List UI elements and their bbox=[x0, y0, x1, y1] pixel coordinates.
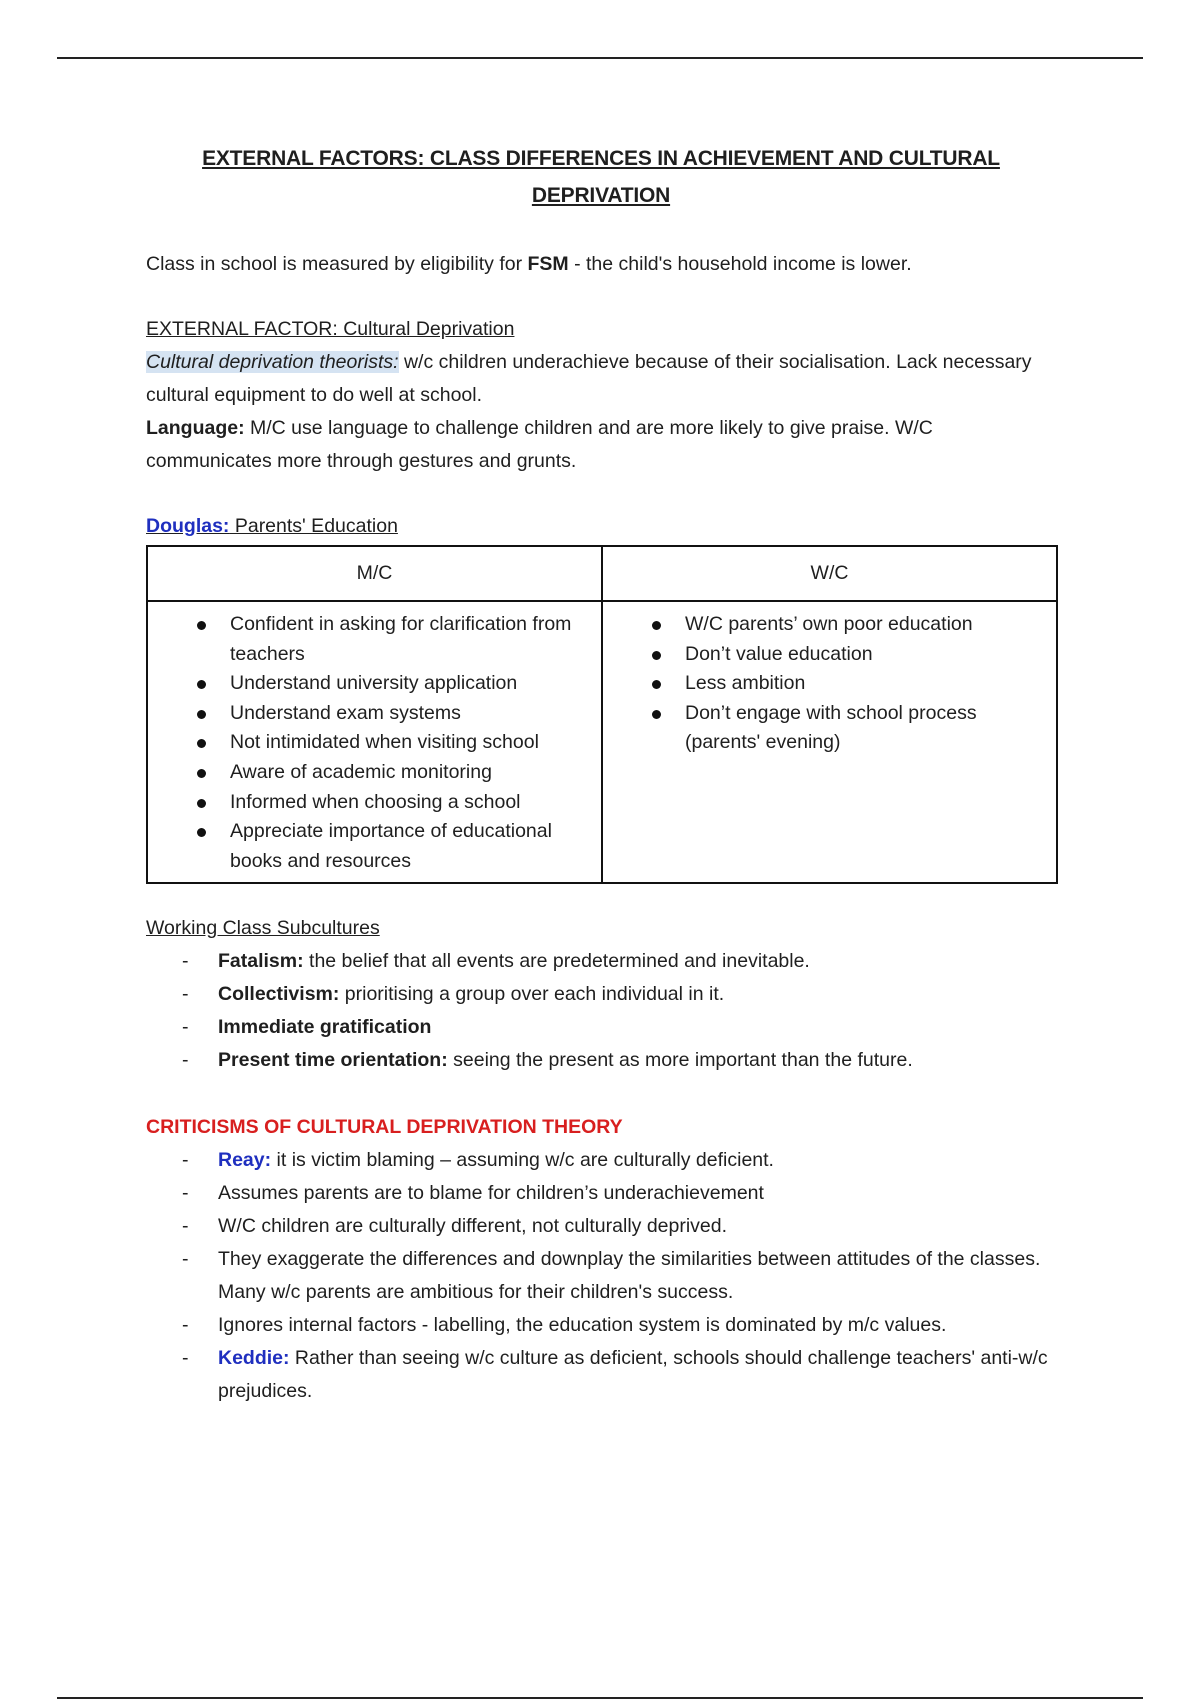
list-item: Aware of academic monitoring bbox=[148, 758, 593, 788]
list-item bbox=[146, 1011, 1056, 1044]
document-page bbox=[146, 140, 1056, 1408]
criticism-text: Ignores internal factors - labelling, the education system is dominated by m/c values. bbox=[218, 1314, 947, 1337]
column-header-wc: W/C bbox=[602, 546, 1057, 601]
list-item: Informed when choosing a school bbox=[148, 788, 593, 818]
list-item: Appreciate importance of educational books and resources bbox=[148, 817, 593, 876]
list-item: Understand university application bbox=[148, 669, 593, 699]
criticisms-heading: CRITICISMS OF CULTURAL DEPRIVATION THEORY bbox=[146, 1116, 623, 1139]
page-title: EXTERNAL FACTORS: CLASS DIFFERENCES IN ACHIEVEMENT AND CULTURAL DEPRIVATION bbox=[202, 147, 1000, 207]
theorists-text: w/c children underachieve because of their socialisation. Lack necessary cultural equipment to do well at school. bbox=[146, 351, 1032, 406]
parents-education-table bbox=[146, 545, 1058, 884]
criticism-text: Assumes parents are to blame for children’s underachievement bbox=[218, 1182, 764, 1205]
intro-text-before: Class in school is measured by eligibility for bbox=[146, 253, 528, 275]
list-item bbox=[146, 1177, 1056, 1210]
definition: the belief that all events are predetermined and inevitable. bbox=[303, 950, 810, 973]
wc-cell bbox=[602, 601, 1057, 883]
wc-list bbox=[603, 610, 1048, 758]
intro-fsm: FSM bbox=[527, 253, 569, 275]
cultural-deprivation-heading: EXTERNAL FACTOR: Cultural Deprivation bbox=[146, 318, 515, 340]
language-text: M/C use language to challenge children and are more likely to give praise. W/C communicates more through gestures and grunts. bbox=[146, 417, 933, 472]
column-header-mc: M/C bbox=[147, 546, 602, 601]
term: Fatalism: bbox=[218, 950, 304, 973]
definition: prioritising a group over each individual in it. bbox=[339, 983, 725, 1006]
list-item: Understand exam systems bbox=[148, 699, 593, 729]
list-item bbox=[146, 1243, 1056, 1309]
list-item: Not intimidated when visiting school bbox=[148, 728, 593, 758]
language-label: Language: bbox=[146, 417, 245, 439]
mc-cell bbox=[147, 601, 602, 883]
intro-paragraph bbox=[146, 248, 1056, 281]
list-item bbox=[146, 1210, 1056, 1243]
douglas-subtitle: Parents' Education bbox=[229, 515, 398, 537]
theorists-label: Cultural deprivation theorists: bbox=[146, 351, 399, 373]
list-item bbox=[146, 978, 1056, 1011]
sociologist-name: Reay: bbox=[218, 1149, 272, 1172]
list-item: W/C parents’ own poor education bbox=[603, 610, 1048, 640]
douglas-heading bbox=[146, 511, 1056, 541]
list-item: Less ambition bbox=[603, 669, 1048, 699]
subcultures-heading: Working Class Subcultures bbox=[146, 917, 380, 940]
list-item: Confident in asking for clarification from teachers bbox=[148, 610, 593, 669]
language-paragraph bbox=[146, 412, 1056, 478]
criticism-text: They exaggerate the differences and downplay the similarities between attitudes of the classes. Many w/c parents are ambitious for their children's success. bbox=[218, 1248, 1041, 1304]
term: Present time orientation: bbox=[218, 1049, 448, 1072]
douglas-name: Douglas: bbox=[146, 515, 230, 537]
mc-list bbox=[148, 610, 593, 876]
list-item bbox=[146, 945, 1056, 978]
theorists-paragraph bbox=[146, 346, 1056, 412]
header-rule bbox=[57, 57, 1143, 59]
criticism-text: Rather than seeing w/c culture as deficient, schools should challenge teachers' anti-w/c prejudices. bbox=[218, 1347, 1048, 1403]
list-item bbox=[146, 1144, 1056, 1177]
definition: seeing the present as more important than the future. bbox=[447, 1049, 913, 1072]
footer-rule bbox=[57, 1697, 1143, 1699]
list-item: Don’t value education bbox=[603, 640, 1048, 670]
list-item bbox=[146, 1309, 1056, 1342]
sociologist-name: Keddie: bbox=[218, 1347, 290, 1370]
list-item: Don’t engage with school process (parents' evening) bbox=[603, 699, 1048, 758]
criticisms-list bbox=[146, 1144, 1056, 1408]
list-item bbox=[146, 1044, 1056, 1077]
subcultures-list bbox=[146, 945, 1056, 1077]
criticism-text: it is victim blaming – assuming w/c are culturally deficient. bbox=[271, 1149, 774, 1172]
list-item bbox=[146, 1342, 1056, 1408]
term: Immediate gratification bbox=[218, 1016, 432, 1039]
criticism-text: W/C children are culturally different, not culturally deprived. bbox=[218, 1215, 728, 1238]
intro-text-after: - the child's household income is lower. bbox=[568, 253, 912, 275]
term: Collectivism: bbox=[218, 983, 340, 1006]
